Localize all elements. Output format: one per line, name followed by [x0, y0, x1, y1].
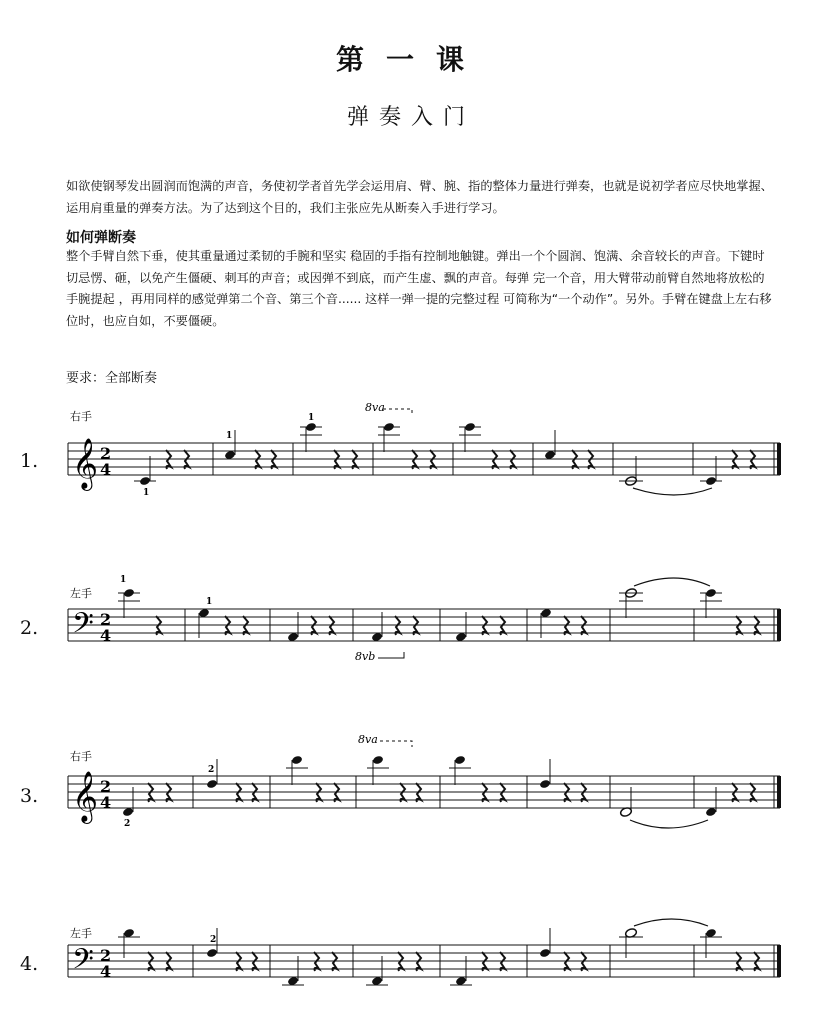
time-signature: 2: [100, 777, 112, 796]
lesson-subtitle: 弹奏入门: [346, 105, 475, 130]
svg-text:4: 4: [100, 793, 112, 812]
exercise-3-number: 3.: [20, 785, 39, 807]
exercise-3-staff: [68, 733, 781, 829]
svg-text:2: 2: [210, 935, 217, 945]
exercise-4-number: 4.: [20, 953, 39, 975]
time-signature: 2: [100, 444, 112, 463]
time-signature: 2: [100, 946, 112, 965]
exercise-2-number: 2.: [20, 617, 39, 639]
section-body: 整个手臂自然下垂，使其重量通过柔韧的手腕和坚实 稳固的手指有控制地触键。弹出一个个圆润、饱满、余音较长的声音。下键时切忌愣、砸，以免产生僵硬、刺耳的声音；或因弹不到底，而产生虚、飘的声音。每弹 完一个音，用大臂带动前臂自然地将放松的手腕提起 ，再用同样的感觉弹第二个音、第三个音...... 这样一弹一提的完整过程 可简称为“一个动作”。另外。手臂在键盘上左右移位时，也应自如，不要僵硬。: [66, 249, 772, 328]
treble-clef-icon: 𝄞: [72, 771, 99, 822]
lesson-title: 第一课: [335, 43, 486, 76]
exercise-2-hand-label: 左手: [70, 587, 92, 600]
fingering: 1: [143, 488, 150, 498]
treble-clef-icon: 𝄞: [72, 438, 99, 489]
ottava-mark: 8vb: [355, 650, 376, 663]
svg-text:1: 1: [226, 431, 233, 441]
intro-paragraph: 如欲使钢琴发出圆润而饱满的声音，务使初学者首先学会运用肩、臂、腕、指的整体力量进行弹奏，也就是说初学者应尽快地掌握、运用肩重量的弹奏方法。为了达到这个目的，我们主张应先从断奏入手进行学习。: [66, 179, 773, 215]
time-signature: 2: [100, 610, 112, 629]
exercise-1-staff: [68, 401, 781, 498]
bass-clef-icon: 𝄢: [72, 943, 94, 983]
svg-text:1: 1: [120, 575, 127, 585]
svg-text:1: 1: [308, 413, 315, 423]
ottava-mark: 8va: [365, 401, 385, 414]
section-heading: 如何弹断奏: [66, 230, 136, 246]
exercise-3-hand-label: 右手: [70, 750, 92, 763]
exercise-4-staff: [68, 919, 781, 986]
svg-text:2: 2: [208, 765, 215, 775]
svg-text:4: 4: [100, 962, 112, 981]
svg-text:4: 4: [100, 626, 112, 645]
svg-text:1: 1: [206, 597, 213, 607]
exercise-1-hand-label: 右手: [70, 410, 92, 423]
exercise-2-staff: [68, 575, 781, 663]
svg-text:4: 4: [100, 460, 112, 479]
svg-text:2: 2: [124, 819, 131, 829]
exercise-1-number: 1.: [20, 450, 39, 472]
exercise-4-hand-label: 左手: [70, 927, 92, 940]
bass-clef-icon: 𝄢: [72, 607, 94, 647]
requirement-text: 要求：全部断奏: [66, 371, 158, 386]
ottava-mark: 8va: [358, 733, 378, 746]
